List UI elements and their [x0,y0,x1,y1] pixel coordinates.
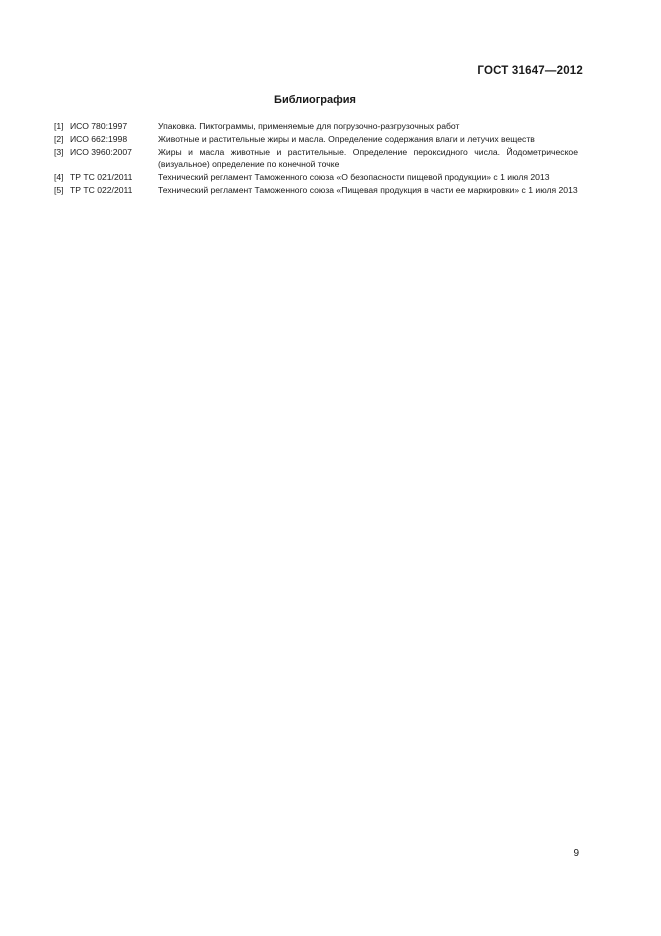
entry-reference: ИСО 780:1997 [70,121,128,131]
bibliography-entry [54,185,578,196]
bibliography-list [54,121,578,198]
entry-description: Животные и растительные жиры и масла. Определение содержания влаги и летучих веществ [158,134,535,145]
entry-description: Технический регламент Таможенного союза «О безопасности пищевой продукции» с 1 июля 2013 [158,171,550,182]
entry-reference: ИСО 662:1998 [70,134,128,145]
document-code: ГОСТ 31647—2012 [477,65,583,77]
bibliography-entry [54,147,578,169]
entry-number: [2] [54,134,64,145]
entry-description: Жиры и масла животные и растительные. Определение пероксидного числа. Йодометрическое (визуальное) определение по конечной точке [158,147,578,169]
bibliography-entry [54,134,578,145]
entry-description: Упаковка. Пиктограммы, применяемые для погрузочно-разгрузочных работ [158,121,460,131]
page-number: 9 [573,848,579,859]
entry-number: [5] [54,185,64,196]
entry-number: [3] [54,147,64,158]
section-title: Библиография [274,94,356,106]
entry-reference: ИСО 3960:2007 [70,147,132,158]
entry-reference: ТР ТС 021/2011 [70,171,133,182]
entry-description: Технический регламент Таможенного союза «Пищевая продукция в части ее маркировки» с 1 июля 2013 [158,185,578,196]
entry-number: [1] [54,121,64,131]
bibliography-entry [54,172,578,183]
entry-number: [4] [54,171,64,182]
bibliography-entry [54,121,578,132]
entry-reference: ТР ТС 022/2011 [70,185,133,196]
